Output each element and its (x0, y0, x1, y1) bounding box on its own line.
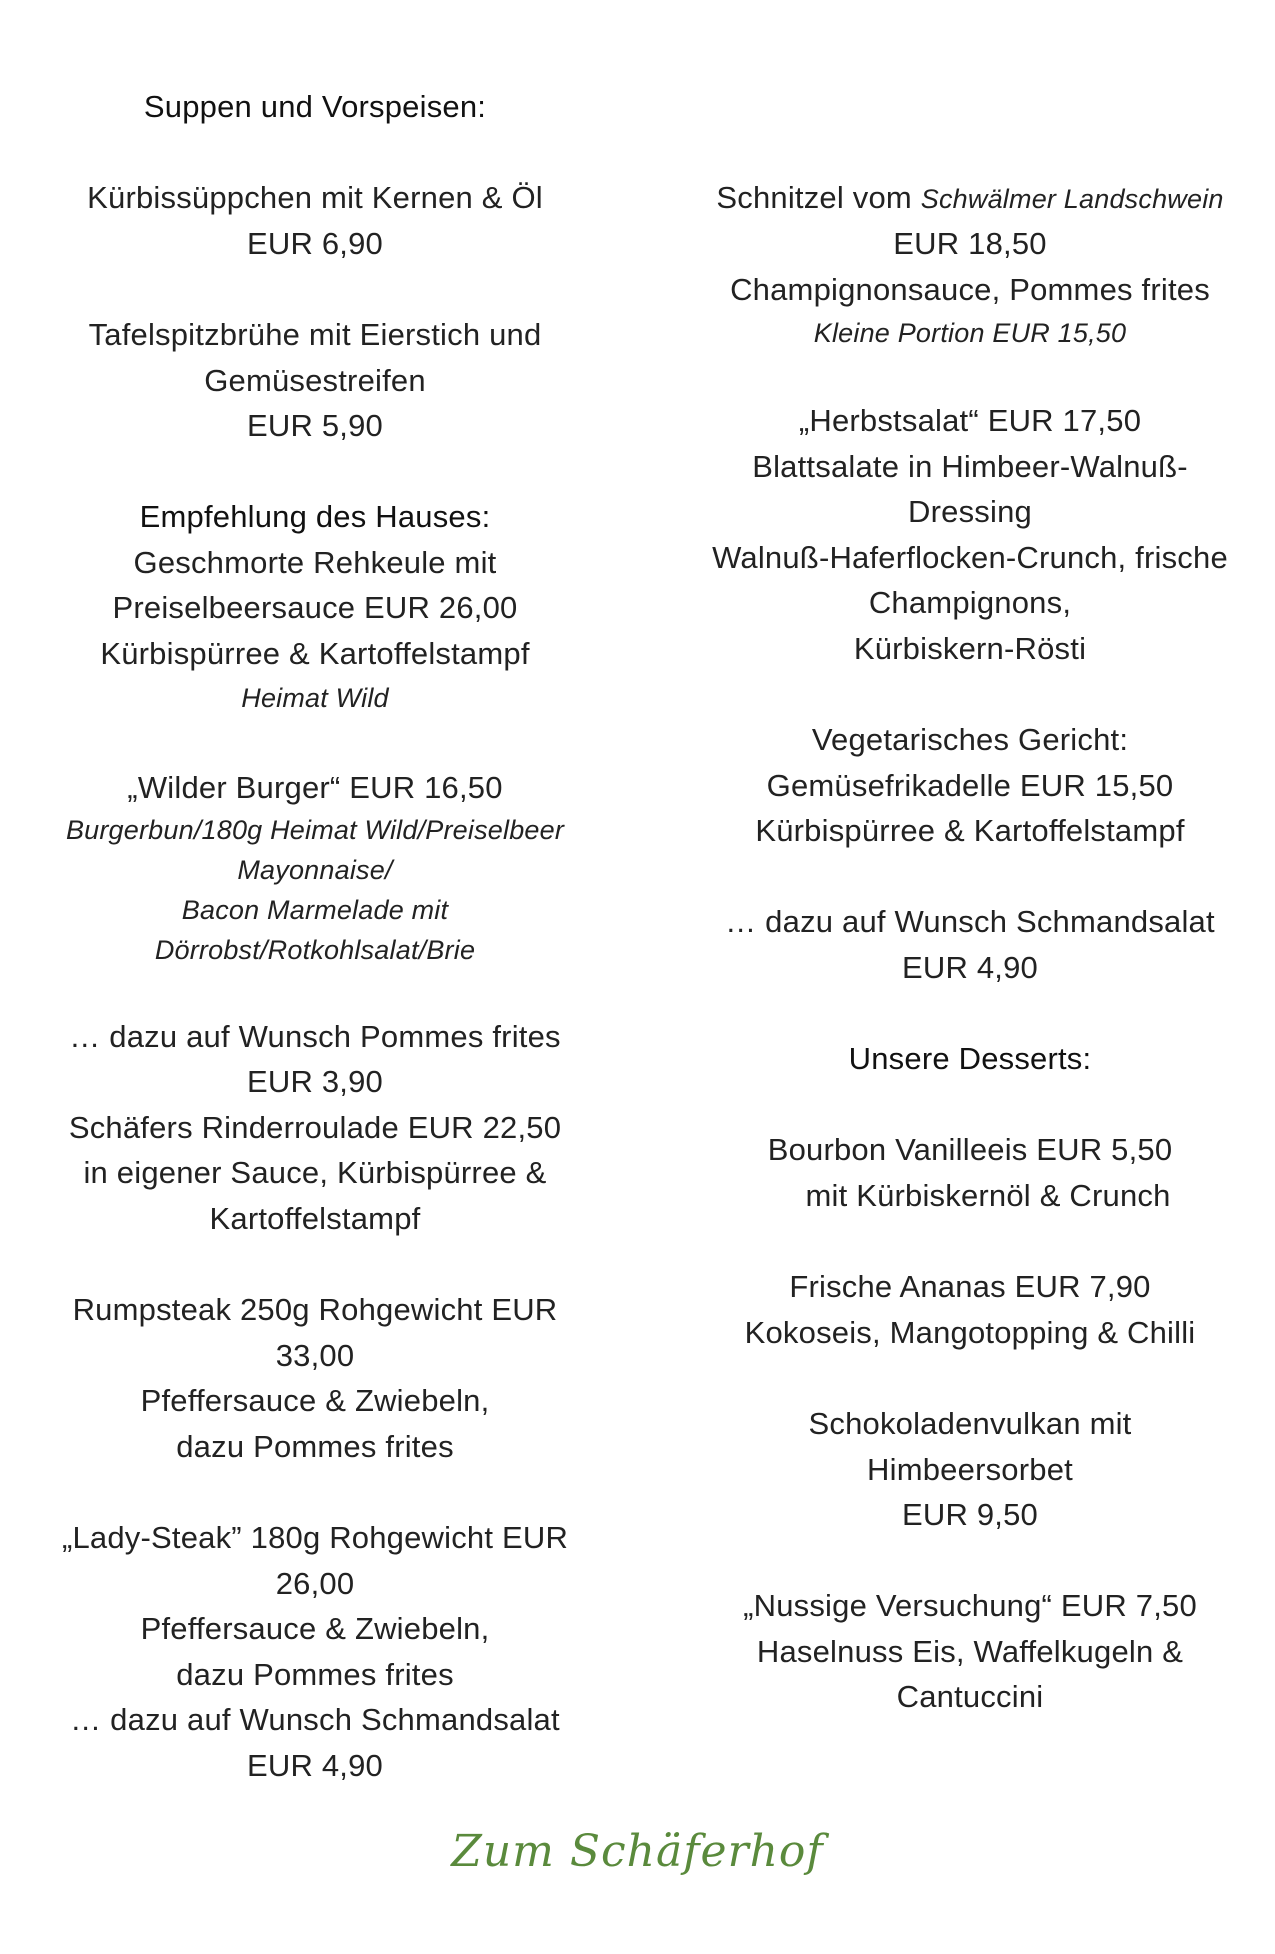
menu-item-price: 33,00 (275, 1338, 355, 1373)
menu-item-price: EUR 5,90 (247, 408, 383, 443)
restaurant-logo: Zum Schäferhof (451, 1826, 824, 1877)
menu-item-name-origin: Schwälmer Landschwein (920, 184, 1224, 214)
menu-item-price: EUR 3,90 (247, 1064, 383, 1099)
menu-item-side: Kürbispürree & Kartoffelstampf (100, 636, 530, 671)
menu-item-description: Blattsalate in Himbeer-Walnuß- (752, 449, 1188, 484)
menu-item-description: Haselnuss Eis, Waffelkugeln & (756, 1634, 1184, 1669)
menu-item-description: Dörrobst/Rotkohlsalat/Brie (154, 935, 476, 965)
menu-item-name: „Herbstsalat“ EUR 17,50 (798, 403, 1142, 438)
menu-item-description: Kürbiskern-Rösti (853, 631, 1087, 666)
menu-item-option: … dazu auf Wunsch Schmandsalat (725, 904, 1215, 939)
menu-item-option: … dazu auf Wunsch Schmandsalat (70, 1702, 560, 1737)
menu-item-description: mit Kürbiskernöl & Crunch (805, 1178, 1171, 1213)
menu-item-side: Pfeffersauce & Zwiebeln, (140, 1611, 490, 1646)
menu-item-name: Gemüsestreifen (204, 363, 426, 398)
menu-item-price: EUR 6,90 (247, 226, 383, 261)
section-heading-recommendation: Empfehlung des Hauses: (139, 499, 491, 534)
menu-item-name: Himbeersorbet (867, 1452, 1073, 1487)
menu-item-side: Pfeffersauce & Zwiebeln, (140, 1383, 490, 1418)
menu-item-side: Kartoffelstampf (209, 1201, 421, 1236)
menu-item-name: „Wilder Burger“ EUR 16,50 (127, 770, 503, 805)
menu-item-name-main: Schnitzel vom (716, 180, 921, 215)
menu-item-price: EUR 18,50 (893, 226, 1047, 261)
menu-item-description: Champignons, (868, 585, 1072, 620)
menu-item-name: Preiselbeersauce EUR 26,00 (112, 590, 518, 625)
menu-item-note: Heimat Wild (241, 683, 389, 713)
menu-item-side: dazu Pommes frites (176, 1429, 454, 1464)
menu-item-side: in eigener Sauce, Kürbispürree & (83, 1155, 547, 1190)
menu-item-name: Schokoladenvulkan mit (808, 1406, 1132, 1441)
menu-item-name: Tafelspitzbrühe mit Eierstich und (88, 317, 542, 352)
menu-item-description: Mayonnaise/ (237, 855, 393, 885)
menu-item-name: Bourbon Vanilleeis EUR 5,50 (767, 1132, 1173, 1167)
menu-item-price: 26,00 (275, 1566, 355, 1601)
menu-item-name: Schäfers Rinderroulade EUR 22,50 (68, 1110, 562, 1145)
menu-item-description: Burgerbun/180g Heimat Wild/Preiselbeer (65, 815, 565, 845)
menu-item-description: Walnuß-Haferflocken-Crunch, frische (712, 540, 1228, 575)
menu-item-side: Kürbispürree & Kartoffelstampf (755, 813, 1185, 848)
menu-item-name: Rumpsteak 250g Rohgewicht EUR (72, 1292, 558, 1327)
menu-item-name (680, 178, 1260, 218)
menu-item-name: Frische Ananas EUR 7,90 (789, 1269, 1151, 1304)
menu-item-name: „Nussige Versuchung“ EUR 7,50 (743, 1588, 1197, 1623)
menu-item-description: Dressing (908, 494, 1032, 529)
menu-item-note: Kleine Portion EUR 15,50 (813, 318, 1127, 348)
menu-item-price: EUR 4,90 (902, 950, 1038, 985)
menu-item-option: … dazu auf Wunsch Pommes frites (69, 1019, 561, 1054)
menu-item-description: Cantuccini (896, 1679, 1044, 1714)
menu-item-side: dazu Pommes frites (176, 1657, 454, 1692)
menu-item-price: EUR 4,90 (247, 1748, 383, 1783)
menu-item-description: Bacon Marmelade mit (181, 895, 449, 925)
section-heading-soups: Suppen und Vorspeisen: (143, 89, 487, 124)
menu-item-category: Vegetarisches Gericht: (811, 722, 1129, 757)
menu-item-description: Kokoseis, Mangotopping & Chilli (744, 1315, 1196, 1350)
menu-item-name: „Lady-Steak” 180g Rohgewicht EUR (61, 1520, 569, 1555)
menu-item-name: Geschmorte Rehkeule mit (133, 545, 497, 580)
section-heading-desserts: Unsere Desserts: (848, 1041, 1092, 1076)
menu-item-name: Kürbissüppchen mit Kernen & Öl (87, 180, 543, 215)
menu-item-price: EUR 9,50 (902, 1497, 1038, 1532)
menu-item-side: Champignonsauce, Pommes frites (730, 272, 1210, 307)
menu-item-name: Gemüsefrikadelle EUR 15,50 (766, 768, 1174, 803)
